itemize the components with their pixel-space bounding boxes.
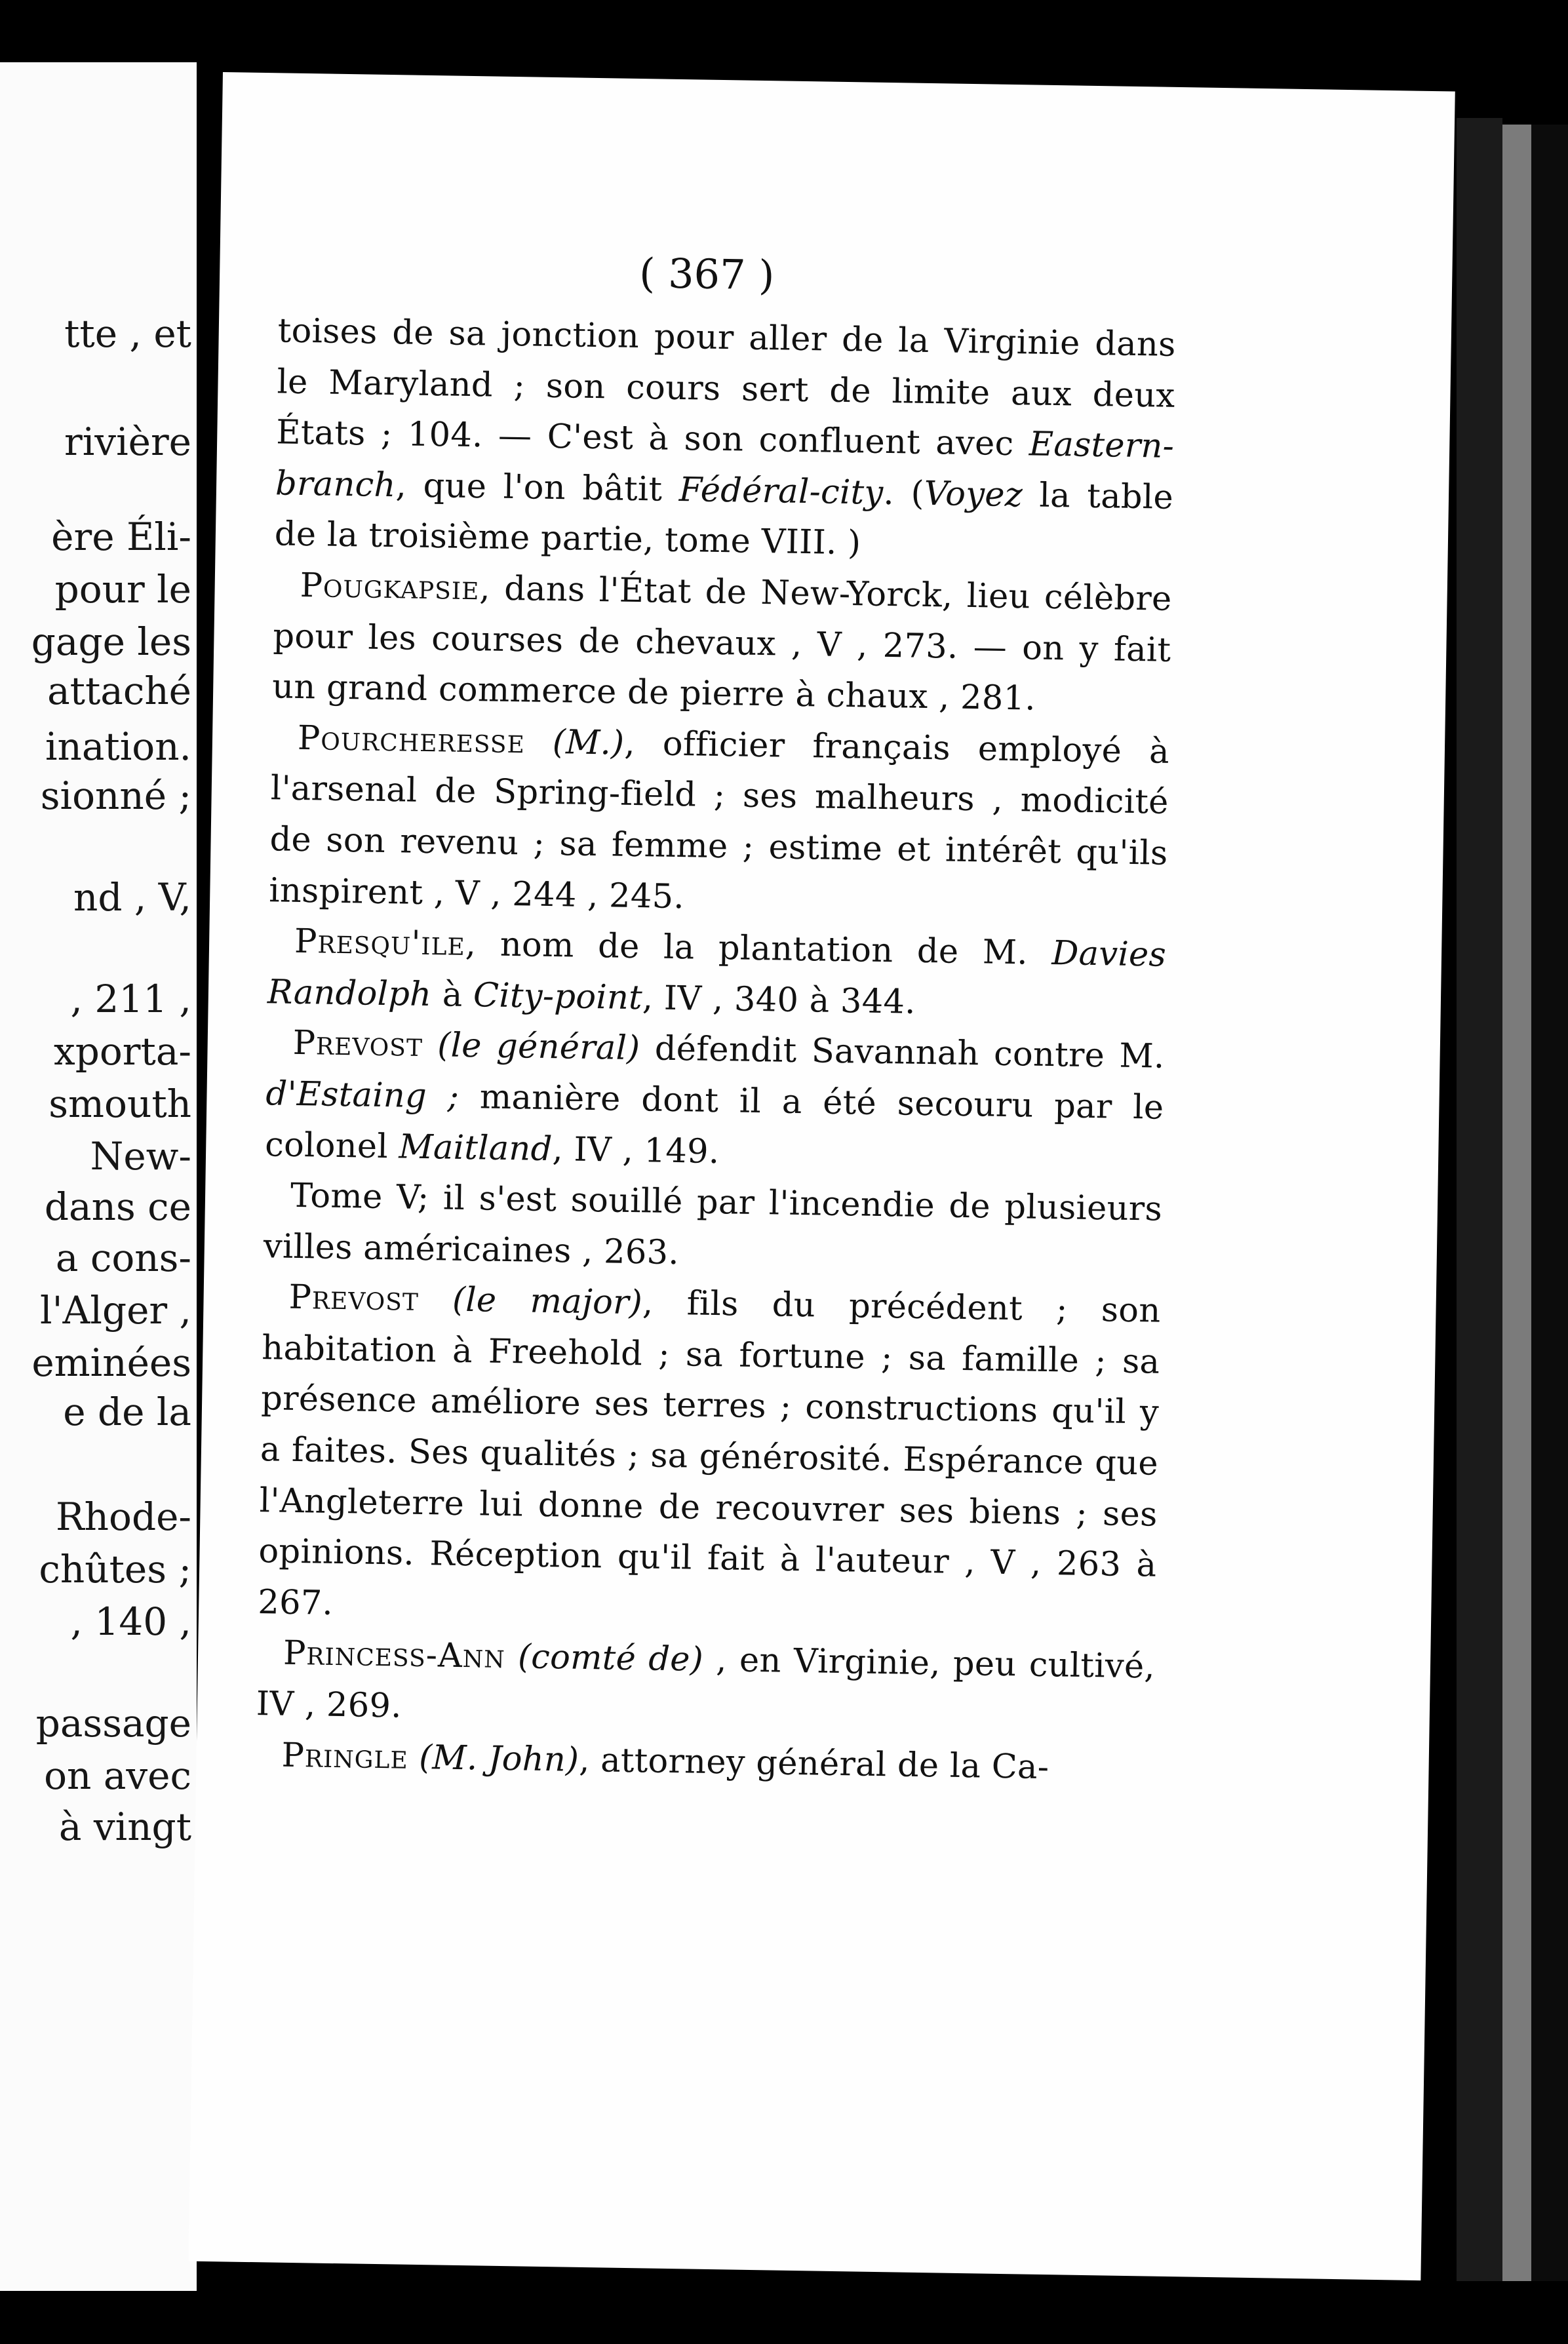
- entry-italic-text: d'Estaing ;: [265, 1074, 460, 1116]
- entry-headword: Presqu'ile: [294, 922, 466, 964]
- entry-headword: Princess-Ann: [283, 1634, 506, 1677]
- entry-italic-text: Davies Randolph: [267, 934, 1167, 1014]
- index-entry: [258, 1272, 1161, 1642]
- left-page-line: nd , V,: [73, 875, 191, 920]
- left-page-line: gage les: [31, 619, 191, 664]
- entry-headword: Pougkapsie: [300, 566, 480, 608]
- left-page-line: tte , et: [64, 311, 191, 356]
- entry-headword: Pringle: [281, 1736, 409, 1777]
- left-page-line: sionné ;: [40, 773, 191, 818]
- entry-text: défendit Savannah contre M.: [639, 1029, 1166, 1077]
- left-page-line: Rhode-: [56, 1494, 191, 1539]
- left-page-line: l'Alger ,: [40, 1288, 191, 1333]
- index-entry: [265, 1018, 1165, 1184]
- index-entry: [269, 713, 1170, 930]
- entry-text: , IV , 149.: [552, 1129, 720, 1171]
- entry-headword: Prevost: [288, 1278, 420, 1319]
- entry-italic-text: Maitland: [399, 1127, 553, 1169]
- page-number: ( 367 ): [638, 249, 775, 300]
- index-entry: [272, 560, 1172, 726]
- index-text: [255, 305, 1176, 1794]
- entry-italic-text: Fédéral-city: [678, 470, 884, 513]
- entry-text: , IV , 340 à 344.: [642, 978, 916, 1022]
- entry-italic-text: Voyez: [924, 474, 1023, 515]
- entry-text: , officier français employé à l'arsenal de Spring-field ; ses malheurs , modicité de son revenu ; sa femme ; estime et intérêt qu'ils inspirent , V , 244 , 245.: [268, 724, 1170, 916]
- entry-headword: Prevost: [292, 1024, 423, 1065]
- left-page-line: chûtes ;: [39, 1547, 191, 1592]
- binding-edge-black: [1531, 125, 1568, 2281]
- entry-text: , attorney général de la Ca-: [578, 1740, 1049, 1787]
- left-page-line: attaché: [47, 669, 191, 713]
- binding-edge-gray: [1502, 125, 1531, 2281]
- left-page-line: ination.: [45, 724, 191, 769]
- entry-text: , nom de la plantation de M.: [465, 925, 1052, 973]
- left-page-line: dans ce: [44, 1184, 191, 1229]
- left-page-line: e de la: [63, 1390, 191, 1434]
- entry-italic-text: (M.): [524, 722, 625, 763]
- main-page: [189, 72, 1455, 2280]
- left-page-line: on avec: [44, 1753, 191, 1798]
- entry-italic-text: City-point: [473, 975, 643, 1017]
- left-page-line: New-: [90, 1134, 191, 1179]
- entry-italic-text: Eastern-branch: [275, 425, 1175, 505]
- index-entry: [263, 1170, 1162, 1286]
- entry-text: , en Virginie, peu cultivé, IV , 269.: [256, 1641, 1156, 1726]
- entry-text: à: [431, 975, 474, 1015]
- left-page-line: xporta-: [54, 1029, 191, 1074]
- entry-text: la table de la troisième partie, tome VIII. ): [274, 476, 1174, 563]
- index-entry: [267, 916, 1166, 1032]
- index-entry: [274, 305, 1176, 574]
- entry-text: , que l'on bâtit: [395, 466, 680, 509]
- entry-text: toises de sa jonction pour aller de la Virginie dans le Maryland ; son cours sert de limite aux deux États ; 104. — C'est à son confluent avec: [275, 311, 1177, 464]
- entry-text: , dans l'État de New-Yorck, lieu célèbre pour les courses de chevaux , V , 273. — on y fait un grand commerce de pierre à chaux , 281.: [271, 569, 1173, 718]
- entry-italic-text: (M. John): [408, 1738, 579, 1780]
- entry-text: manière dont il a été secouru par le colonel: [264, 1077, 1164, 1166]
- entry-text: Tome V; il s'est souillé par l'incendie de plusieurs villes américaines , 263.: [263, 1176, 1163, 1272]
- entry-text: , fils du précédent ; son habitation à Freehold ; sa fortune ; sa famille ; sa présence améliore ses terres ; constructions qu'il y a faites. Ses qualités ; sa générosité. Espérance que l'Angleterre lui donne de recouvrer ses biens ; ses opinions. Réception qu'il fait à l'auteur , V , 263 à 267.: [257, 1283, 1161, 1623]
- left-page-line: pour le: [54, 567, 191, 612]
- binding-edge-dark: [1457, 118, 1502, 2281]
- entry-italic-text: (le général): [422, 1026, 640, 1068]
- left-facing-page: [0, 62, 197, 2291]
- entry-headword: Pourcheresse: [297, 718, 526, 762]
- entry-text: . (: [883, 473, 925, 513]
- left-page-line: smouth: [49, 1082, 191, 1126]
- entry-italic-text: (le major): [418, 1280, 643, 1323]
- index-entry: [256, 1628, 1155, 1744]
- entry-italic-text: (comté de): [505, 1637, 704, 1680]
- left-page-line: à vingt: [58, 1805, 191, 1849]
- left-page-line: , 211 ,: [70, 977, 191, 1021]
- left-page-line: passage: [35, 1701, 191, 1746]
- left-page-line: , 140 ,: [70, 1599, 191, 1644]
- left-page-line: rivière: [64, 420, 191, 464]
- left-page-line: a cons-: [55, 1236, 191, 1280]
- left-page-line: ère Éli-: [51, 515, 191, 559]
- left-page-line: eminées: [31, 1340, 191, 1385]
